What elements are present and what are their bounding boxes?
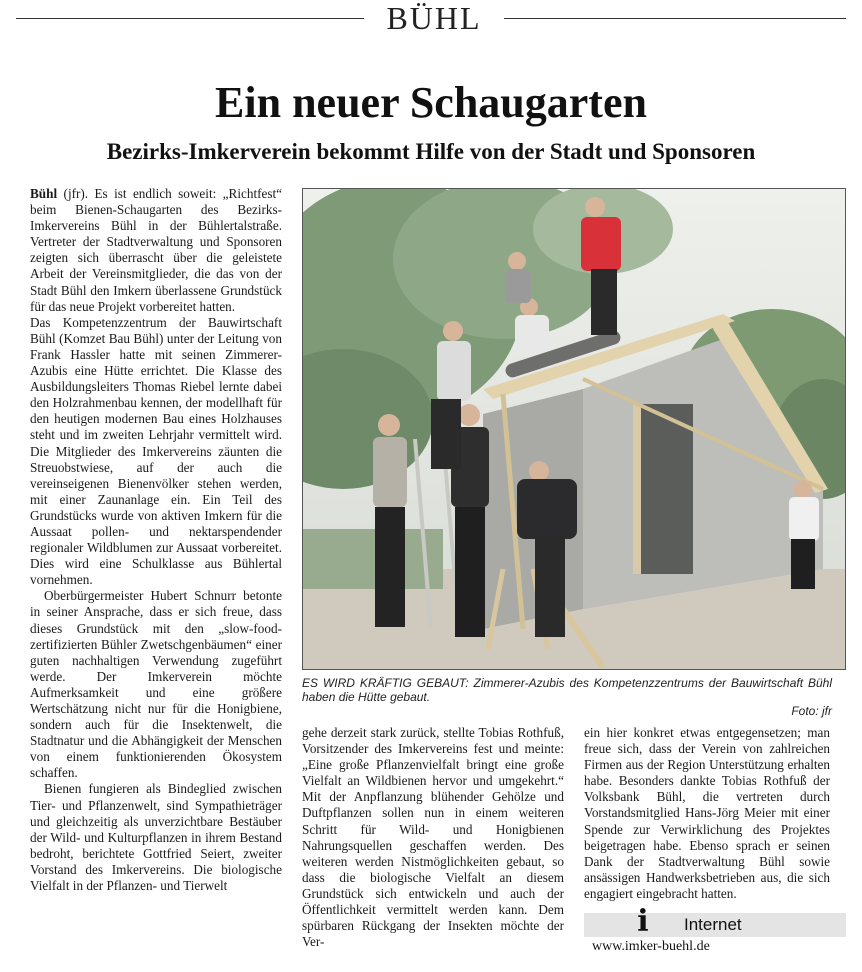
- article-column-1: [30, 186, 282, 894]
- paragraph-5: gehe derzeit stark zurück, stellte Tobias Rothfuß, Vorsitzender des Imkervereins fest und meinte: „Eine große Pflanzenvielfalt bringt eine große Vielfalt an Wildbienen hervor und umgekehrt.“ Mit der Anpflanzung blühender Gehölze und Duftpflanzen sollen nun in einem weiteren Schritt für Wild- und Honigbienen Nahrungsquellen geschaffen werden. Des weiteren werden Nistmöglichkeiten gebaut, so dass die biologische Vielfalt an diesem Grundstück sich entwickeln und auch der Öffentlichkeit vermittelt werden kann. Dem spürbaren Rückgang der Insekten möchte der Ver-: [302, 725, 564, 950]
- photo-credit: Foto: jfr: [791, 704, 832, 718]
- info-url-link[interactable]: www.imker-buehl.de: [592, 939, 710, 954]
- photo-caption: [302, 676, 832, 718]
- section-rule-right: [504, 18, 846, 19]
- article-column-4: [584, 725, 830, 902]
- lead-text: (jfr). Es ist endlich soweit: „Richtfest“ beim Bienen-Schaugarten des Bezirks-Imkervereins Bühl in der Bühlertalstraße. Vertreter der Stadtverwaltung und Sponsoren zeigten sich überrascht über die geleistete Arbeit der Vereinsmitglieder, die das von der Stadt Bühl den Imkern überlassene Grundstück für das neue Projekt vorbereitet hatten.: [30, 186, 282, 314]
- paragraph-4: Bienen fungieren als Bindeglied zwischen Tier- und Pflanzenwelt, sind Sympathieträger und gleichzeitig als unverzichtbare Bestäuber der Wild- und Kulturpflanzen in ihrem Bestand bedroht, berichtete Gottfried Seiert, zweiter Vorstand des Imkervereins. Die biologische Vielfalt in der Pflanzen- und Tierwelt: [30, 781, 282, 894]
- paragraph-6: ein hier konkret etwas entgegensetzen; man freue sich, dass der Verein von zahlreichen Firmen aus der Region Unterstützung erhalten habe. Besonders dankte Tobias Rothfuß der Volksbank Bühl, die vertreten durch Vorstandsmitglied Hans-Jörg Meier mit einer Spende zur Verwirklichung des Projektes beigetragen habe. Ebenso sprach er seinen Dank der Stadtverwaltung Bühl sowie ansässigen Handwerksbetrieben aus, die sich engagiert eingebracht hatten.: [584, 725, 830, 901]
- section-rule-left: [16, 18, 364, 19]
- paragraph-2: Das Kompetenzzentrum der Bauwirtschaft Bühl (Komzet Bau Bühl) unter der Leitung von Frank Hassler hatte mit seinen Zimmerer-Azubis eine Hütte errichtet. Die Klasse des Ausbildungsleiters Thomas Riebel lernte dabei den Holzrahmenbau kennen, der modellhaft für den heutigen modernen Bau eines Holzhauses steht und im zweiten Lehrjahr vermittelt wird. Die Mitglieder des Imkervereins zäunten die Streuobstwiese, auf der auch die vereinseigenen Bienenvölker stehen werden, mit einer Zaunanlage ein. Ein Teil des Grundstücks wurde von aktiven Imkern für die Aussaat pollen- und nektarspendender regionaler Wildblumen zur Aussaat vorbereitet. Dies wird eine Schulklasse aus Bühlertal vornehmen.: [30, 314, 282, 588]
- paragraph-3: Oberbürgermeister Hubert Schnurr betonte in seiner Ansprache, dass er sich freue, dass dieses Grundstück mit den „slow-food-zertifizierten Bühler Zwetschgenbäumen“ einer guten nachhaltigen Verwendung zugeführt werde. Der Imkerverein möchte Aufmerksamkeit und eine größere Wertschätzung nicht nur für die Honigbiene, sondern auch für die Insektenwelt, die Stadtnatur und die Abhängigkeit der Menschen von einem funktionierenden Ökosystem schaffen.: [30, 588, 282, 781]
- lead-paragraph: [30, 186, 282, 315]
- article-headline: Ein neuer Schaugarten: [215, 78, 647, 127]
- info-label: Internet: [684, 915, 742, 934]
- caption-text: Zimmerer-Azubis des Kompetenzzentrums der Bauwirtschaft Bühl haben die Hütte gebaut.: [302, 676, 833, 704]
- info-icon: i: [637, 904, 649, 939]
- article-photo: [302, 188, 846, 670]
- construction-scene-image: [303, 189, 846, 670]
- article-column-3: [302, 725, 564, 950]
- section-title: BÜHL: [386, 0, 482, 36]
- lead-place: Bühl: [30, 186, 58, 201]
- article-subheadline: Bezirks-Imkerverein bekommt Hilfe von der Stadt und Sponsoren: [106, 139, 756, 164]
- caption-lead: ES WIRD KRÄFTIG GEBAUT:: [302, 676, 469, 690]
